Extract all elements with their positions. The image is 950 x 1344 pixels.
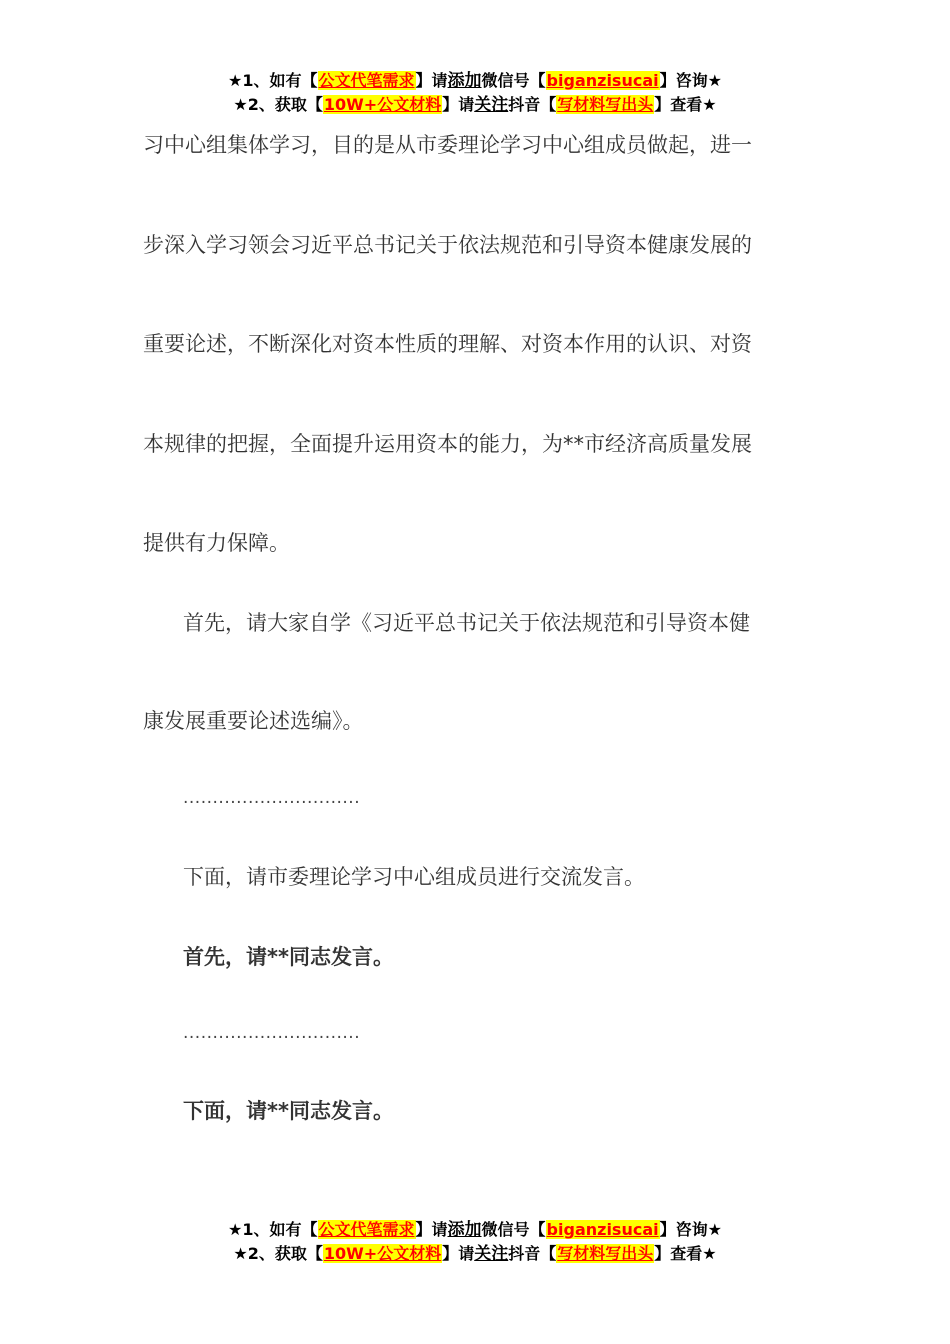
highlight-materials: 10W+公文材料 [323,95,442,114]
highlight-wechat-id: biganzisucai [546,71,659,90]
paragraph-line: 本规律的把握，全面提升运用资本的能力，为**市经济高质量发展 [143,432,752,456]
ellipsis-separator: .............................. [183,788,361,808]
speaker-line: 下面，请**同志发言。 [183,1099,394,1123]
paragraph-line: 康发展重要论述选编》。 [143,709,364,733]
emphasis-follow: 关注 [474,1244,509,1264]
banner-line-2: ★2、获取【10W+公文材料】请关注抖音【写材料写出头】查看★ [233,95,717,115]
highlight-douyin: 写材料写出头 [557,95,654,114]
paragraph-line: 习中心组集体学习，目的是从市委理论学习中心组成员做起，进一 [143,133,752,157]
highlight-ghostwriting: 公文代笔需求 [318,71,415,90]
header-banner [0,69,950,117]
paragraph-line: 重要论述，不断深化对资本性质的理解、对资本作用的认识、对资 [143,332,752,356]
paragraph-line: 首先，请大家自学《习近平总书记关于依法规范和引导资本健 [183,611,750,635]
emphasis-add: 添加 [447,1220,482,1240]
paragraph-line: 步深入学习领会习近平总书记关于依法规范和引导资本健康发展的 [143,233,752,257]
ellipsis-separator: .............................. [183,1023,361,1043]
emphasis-follow: 关注 [474,95,509,115]
emphasis-add: 添加 [447,71,482,91]
banner-line-1: ★1、如有【公文代笔需求】请添加微信号【biganzisucai】咨询★ [228,1220,722,1240]
footer-banner [0,1218,950,1266]
banner-line-1: ★1、如有【公文代笔需求】请添加微信号【biganzisucai】咨询★ [228,71,722,91]
highlight-ghostwriting: 公文代笔需求 [318,1220,415,1239]
paragraph-line: 提供有力保障。 [143,531,290,555]
speaker-line: 首先，请**同志发言。 [183,945,394,969]
banner-line-2: ★2、获取【10W+公文材料】请关注抖音【写材料写出头】查看★ [233,1244,717,1264]
highlight-wechat-id: biganzisucai [546,1220,659,1239]
highlight-materials: 10W+公文材料 [323,1244,442,1263]
paragraph-line: 下面，请市委理论学习中心组成员进行交流发言。 [183,865,645,889]
highlight-douyin: 写材料写出头 [557,1244,654,1263]
